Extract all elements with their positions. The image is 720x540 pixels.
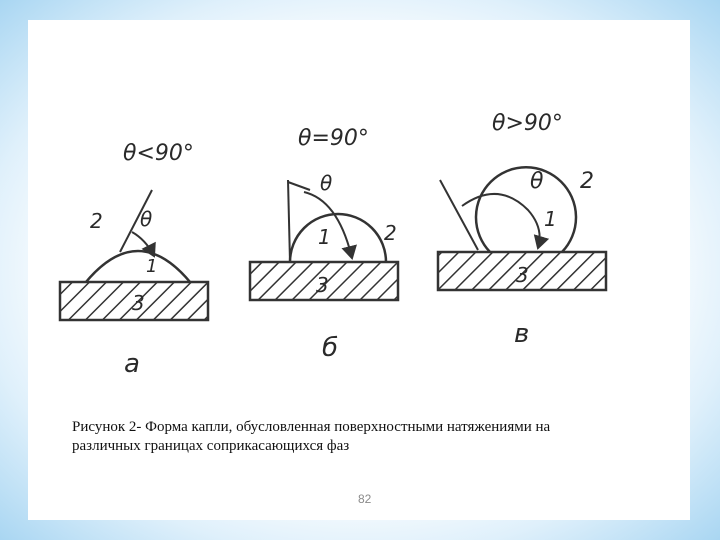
panel-a-label-2: 2 — [90, 209, 103, 233]
caption-line-2: различных границах соприкасающихся фаз — [72, 438, 350, 454]
figure-caption — [72, 418, 672, 456]
panel-b-label-1: 1 — [318, 225, 331, 249]
panel-b — [250, 126, 398, 363]
panel-c-label-1: 1 — [544, 207, 557, 231]
panel-a-theta: θ — [140, 207, 153, 231]
panel-a-label-3: 3 — [132, 291, 145, 315]
panel-b-label-3: 3 — [316, 273, 329, 297]
panel-a-droplet — [86, 251, 190, 282]
droplet-figure — [28, 20, 690, 418]
panel-b-theta: θ — [320, 171, 333, 195]
panel-b-label-2: 2 — [384, 221, 397, 245]
panel-c — [438, 111, 606, 349]
panel-c-theta: θ — [530, 169, 544, 194]
page-number: 82 — [358, 492, 372, 506]
panel-a-label-1: 1 — [146, 256, 158, 277]
droplet-diagram — [28, 20, 690, 418]
panel-c-label-3: 3 — [516, 263, 529, 287]
panel-b-tangent-tick — [288, 182, 310, 190]
panel-a-condition: θ<90° — [123, 141, 194, 166]
slide — [28, 20, 690, 520]
panel-b-condition: θ=90° — [298, 126, 369, 151]
panel-a-letter: а — [124, 349, 140, 379]
caption-line-1: Рисунок 2- Форма капли, обусловленная поверхностными натяжениями на — [72, 419, 551, 435]
panel-c-letter: в — [514, 319, 530, 349]
panel-c-droplet — [476, 167, 576, 252]
panel-b-letter: б — [322, 333, 339, 363]
panel-c-tangent-line — [440, 180, 478, 250]
panel-c-label-2: 2 — [580, 169, 594, 194]
panel-b-tangent-line — [288, 180, 290, 262]
panel-c-condition: θ>90° — [492, 111, 563, 136]
panel-a — [60, 141, 208, 379]
